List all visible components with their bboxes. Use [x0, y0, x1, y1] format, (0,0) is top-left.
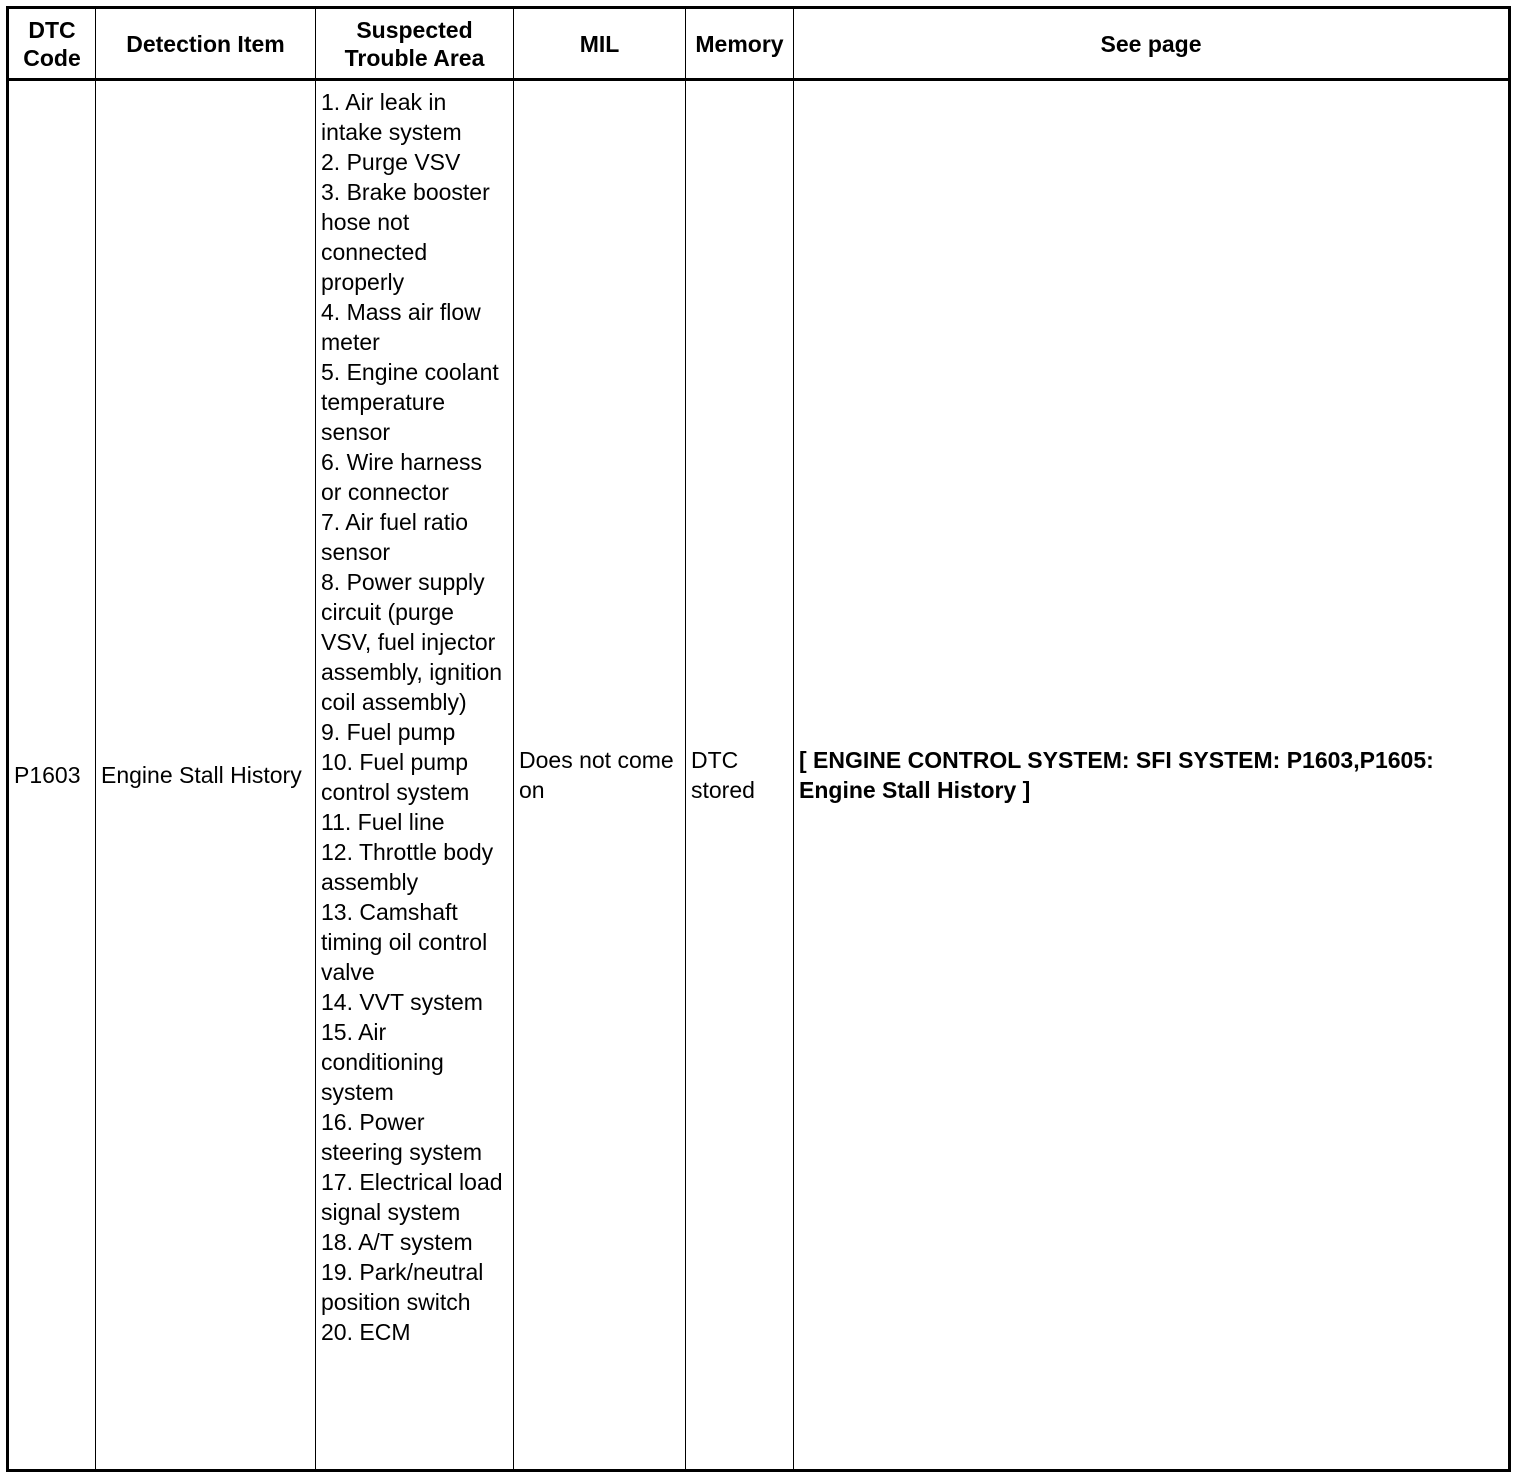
list-item: 6. Wire harness or connector	[321, 449, 483, 505]
trouble-area-list	[321, 87, 508, 1347]
cell-mil: Does not come on	[514, 80, 686, 1471]
header-see-page: See page	[794, 8, 1510, 80]
table-body	[8, 80, 1510, 1471]
list-item: 7. Air fuel ratio sensor	[321, 509, 469, 565]
list-item: 15. Air conditioning system	[321, 1019, 444, 1105]
header-memory: Memory	[686, 8, 794, 80]
header-mil: MIL	[514, 8, 686, 80]
list-item: 4. Mass air flow meter	[321, 299, 481, 355]
list-item: 11. Fuel line	[321, 809, 445, 835]
list-item: 19. Park/neutral position switch	[321, 1259, 484, 1315]
header-detection-item: Detection Item	[96, 8, 316, 80]
cell-see-page	[794, 80, 1510, 1471]
see-page-link[interactable]: [ ENGINE CONTROL SYSTEM: SFI SYSTEM: P1603,P1605: Engine Stall History ]	[799, 747, 1434, 803]
list-item: 8. Power supply circuit (purge VSV, fuel injector assembly, ignition coil assembly)	[321, 569, 503, 715]
list-item: 13. Camshaft timing oil control valve	[321, 899, 488, 985]
header-suspected-trouble-area: Suspected Trouble Area	[316, 8, 514, 80]
table-row	[8, 80, 1510, 1471]
table-header	[8, 8, 1510, 80]
list-item: 5. Engine coolant temperature sensor	[321, 359, 499, 445]
list-item: 14. VVT system	[321, 989, 483, 1015]
list-item: 1. Air leak in intake system	[321, 89, 462, 145]
list-item: 12. Throttle body assembly	[321, 839, 494, 895]
cell-memory: DTC stored	[686, 80, 794, 1471]
list-item: 10. Fuel pump control system	[321, 749, 470, 805]
header-dtc-code: DTC Code	[8, 8, 96, 80]
list-item: 17. Electrical load signal system	[321, 1169, 503, 1225]
cell-dtc-code: P1603	[8, 80, 96, 1471]
header-row	[8, 8, 1510, 80]
cell-suspected-trouble-area	[316, 80, 514, 1471]
cell-detection-item: Engine Stall History	[96, 80, 316, 1471]
list-item: 18. A/T system	[321, 1229, 473, 1255]
list-item: 16. Power steering system	[321, 1109, 483, 1165]
dtc-table	[6, 6, 1511, 1472]
list-item: 2. Purge VSV	[321, 149, 461, 175]
list-item: 9. Fuel pump	[321, 719, 456, 745]
list-item: 20. ECM	[321, 1319, 411, 1345]
list-item: 3. Brake booster hose not connected properly	[321, 179, 490, 295]
